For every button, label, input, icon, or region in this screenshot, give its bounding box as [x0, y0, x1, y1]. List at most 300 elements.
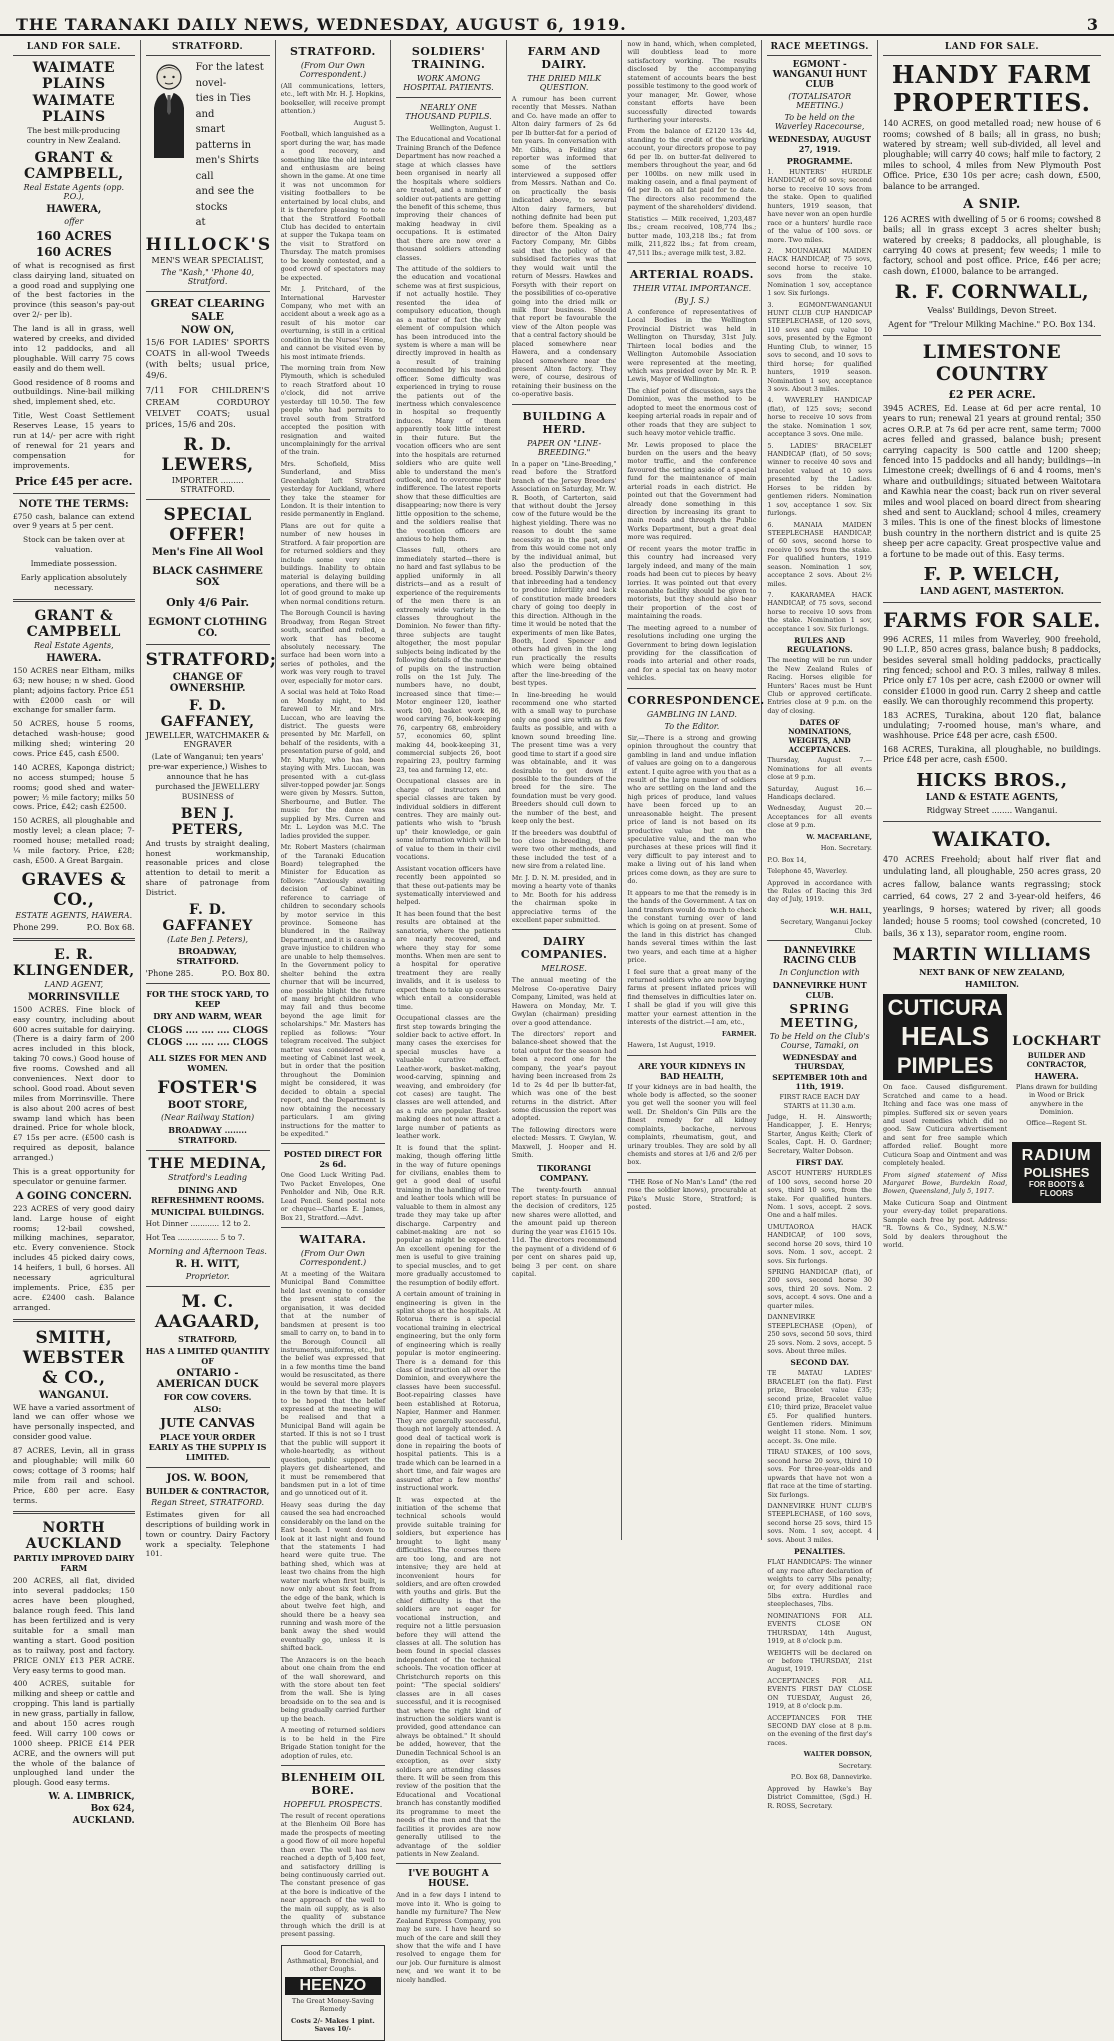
ad-heading: FARMS FOR SALE.: [883, 607, 1101, 632]
programme-heading: PROGRAMME.: [786, 156, 853, 166]
officials: Judge, H. H. Ainsworth; Handicapper, J. E. Henrys; Starter, Angus Keith; Clerk of Scales, Capt. H. O. Gardner; Secretary, Walter Dobson.: [767, 1113, 872, 1155]
agent-sub: ESTATE AGENTS, HAWERA.: [15, 910, 133, 920]
article-byline: (From Our Own Correspondent.): [299, 1249, 367, 1267]
ad-heading: WAIMATE PLAINS: [32, 60, 115, 92]
ad-text: (Late of Wanganui; ten years' pre-war experience,) Wishes to announce that he has purchased the JEWELLERY BUSINESS of: [148, 752, 267, 801]
article-paragraph: The result of recent operations at the Blenheim Oil Bore has made the prospects of meeting a good flow of oil more hopeful than ever. The well has now reached a depth of 5,400 feet, and satisfactory drilling is being continuously carried out. The constant presence of gas at the bore is indicative of the near approach of the well to the main oil supply, as is also the quality of substance through which the drill is at present passing.: [280, 1811, 386, 1939]
ad-listing: 140 ACRES, Kaponga district; no access stumped; house 5 rooms; good shed and water-power; ½ mile factory; milks 50 cows. Price, £42; cash £2500.: [13, 762, 135, 812]
article-paragraph: Mr. J. D. N. M. presided, and in moving a hearty vote of thanks to Mr. Booth for his address the chairman spoke in appreciative terms of the excellent paper submitted.: [511, 873, 617, 924]
article-paragraph: The morning train from New Plymouth, which is scheduled to reach Stratford about 10 o'clock, did not arrive yesterday till 10.50. The few people who had permits to travel south from Stratford accepted the position with resignation and waited uncomplainingly for the arrival of the train.: [280, 364, 386, 457]
store-name: FOSTER'S: [157, 1078, 258, 1099]
agent-sub: BUILDER AND CONTRACTOR,: [1026, 1050, 1087, 1069]
section-heading: LAND FOR SALE.: [13, 40, 135, 56]
ad-listing: 1500 ACRES. Fine block of easy country, including about 600 acres suitable for dairying. (There is a dairy farm of 200 acres included in this block, taking 70 cows.) Good house of five rooms. Cowshed and all conveniences. Next door to school. Good road. About seven miles from Morrinsville. There is also about 200 acres of best swamp land which has been drained. Price for whole block, £7 15s per acre. (£500 cash is required as deposit, balance arranged.): [13, 1004, 135, 1163]
store-contacts: [146, 969, 270, 978]
race-entry: TE MATAU LADIES' BRACELET (on the flat). First prize, Bracelet value £35; second prize, Bracelet value £10; third prize, Bracelet value £5. For qualified hunters. Gentlemen riders. Minimum weight 11 stone. Nom. 1 sov, accept. 3s. One mile.: [767, 1369, 872, 1445]
rules-heading: RULES AND REGULATIONS.: [786, 636, 853, 655]
store-name: JOS. W. BOON,: [166, 1472, 249, 1484]
approver-title: Secretary, Wanganui Jockey Club.: [780, 918, 872, 935]
article-byline: (By J. S.): [674, 295, 710, 305]
section-heading: STRATFORD.: [146, 40, 270, 56]
article-headline: SOLDIERS' TRAINING.: [411, 45, 486, 71]
meeting-date: WEDNESDAY, AUGUST 27, 1919.: [768, 134, 872, 154]
agent-location: WANGANUI.: [38, 1389, 109, 1401]
cuticura-title-3: PIMPLES: [883, 1052, 1007, 1080]
store-name: BEN J. PETERS,: [171, 805, 244, 838]
store-name: M. C. AAGAARD,: [154, 1291, 261, 1332]
rules-text: The meeting will be run under the New Zealand Rules of Racing. Horses eligible for Hunters' Races must be Hunt Club or approved certificate. Entries close at 9 p.m. on the day of closing.: [767, 656, 872, 715]
ad-text: DINING AND REFRESHMENT ROOMS.: [150, 1185, 265, 1206]
store-location: Regan Street, STRATFORD.: [151, 1497, 265, 1507]
ad-subheading: Men's Fine All Wool: [151, 547, 264, 559]
article-headline: ARTERIAL ROADS.: [629, 267, 754, 281]
ad-text: PLACE YOUR ORDER EARLY AS THE SUPPLY IS LIMITED.: [148, 1431, 267, 1462]
ad-product: ONTARIO - AMERICAN DUCK: [156, 1367, 259, 1390]
penalties-heading: PENALTIES.: [794, 1547, 846, 1557]
agent-name: MARTIN WILLIAMS: [892, 944, 1092, 965]
ad-product: CLOGS .... .... .... CLOGS: [147, 1038, 269, 1049]
radium-logo: RADIUM: [1021, 1146, 1092, 1164]
ad-text: The Great Money-Saving Remedy: [291, 1996, 374, 2014]
article-paragraph: Football, which languished as a sport during the war, has made a good recovery, and something like the old interest and enthusiasm are being shown in the game. At one time it was not uncommon for visiting footballers to be entertained by local clubs, and it is therefore pleasing to note that the Stratford Football Club has decided to entertain at supper the Tukapa team on the visit to Stratford on Thursday. The match promises to be keenly contested, and a good crowd of spectators may be expected.: [280, 130, 386, 282]
race-entry: 4. WAVERLEY HANDICAP (flat), of 125 sovs; second horse to receive 10 sovs from the stake. Nomination 1 sov, acceptance 3 sovs. One mile.: [767, 396, 872, 439]
race-entry: TIRAU STAKES, of 100 sovs, second horse 20 sovs, third 10 sovs. For three-year-olds and upwards that have not won a flat race at the time of starting. Six furlongs.: [767, 1448, 872, 1499]
article-paragraph: A social was held at Toko Road on Monday night, to bid farewell to Mr. and Mrs. Luccan, who are leaving the district. The guests were presented by Mr. Marfell, on behalf of the residents, with a presentation purse of gold, and Mr. Murphy, who has been staying with Mrs. Luccan, was presented with a cut-glass silver-topped powder jar. Songs were given by Messrs. Sutton, Sherbourne, and Butler. The music for the dance was supplied by Mrs. Curren and Mr. L. Leydon was M.C. The ladies provided the supper.: [280, 688, 386, 840]
heenzo-logo: HEENZO: [285, 1977, 382, 1995]
agent-text: Agent for "Trelour Milking Machine." P.O. Box 134.: [888, 319, 1096, 329]
article-paragraph: now in hand, which, when completed, will doubtless lead to more satisfactory working. The results disclosed by the accompanying statement of accounts bears the best possible testimony to the good work of your manager, Mr. Gower, whose constant efforts have been successfully directed towards furthering your interests.: [627, 40, 757, 124]
article-paragraph: The twenty-fourth annual report states: In pursuance of the decision of creditors, 125 new shares were allotted, and the amount paid up thereon during the year was £1615 10s. 11d. The directors recommend the payment of a dividend of 6 per cent on shares paid up, being 3 per cent. on share capital.: [511, 1185, 617, 1278]
ad-product: JUTE CANVAS: [160, 1415, 255, 1430]
club-name: EGMONT - WANGANUI HUNT CLUB: [772, 60, 867, 90]
article-paragraph: Of recent years the motor traffic in this country had increased very largely indeed, and many of the main roads had been cut to pieces by heavy lorries. It was pointed out that every reasonable facility should be given to motorists, but they should also bear their proportion of the cost of maintaining the roads.: [627, 544, 757, 621]
ad-listing: 168 ACRES, Turakina, all ploughable, no buildings. Price £48 per acre, cash £500.: [882, 744, 1101, 765]
ad-signature: Box 624,: [90, 1804, 135, 1815]
ad-heading: GREAT CLEARING SALE: [150, 296, 265, 323]
article-paragraph: The Anzacers is on the beach about one chain from the end of the wall shoreward, and with the store about ten feet from the wall. She is lying broadside on to the sea and is being gradually carried further up the beach.: [280, 1655, 386, 1723]
ad-listing: 183 ACRES, Turakina, about 120 flat, balance undulating; 7-roomed house, man's whare, and washhouse. Price £48 per acre, cash £500.: [882, 710, 1101, 741]
article-subhead: THEIR VITAL IMPORTANCE.: [632, 283, 752, 293]
article-paragraph: Mr. Lewis proposed to place the burden on the users and the heavy motor traffic, and the conference favoured the setting aside of a special fund for the maintenance of main arterial roads in each district. He pointed out that the Government had already done something in this direction by increasing its grant to main roads and through the Public Works Department, but a great deal more was required.: [627, 440, 757, 542]
ad-text: And trusts by straight dealing, honest workmanship, reasonable prices and close attention to detail to merit a share of patronage from District.: [145, 838, 270, 898]
ad-listing: 140 ACRES, on good metalled road; new house of 6 rooms; cowshed of 8 bails; all in grass, no bush; watered by stream; well sub-divided, all level and ploughable; will carry 40 cows; half mile to factory, 2 miles to school, 4 miles from New Plymouth Post Office. Price, £30 10s per acre; cash down, £500, balance to be arranged.: [882, 119, 1101, 191]
meeting-date: SEPTEMBER 10th and 11th, 1919.: [772, 1073, 868, 1092]
ad-listing: 200 ACRES, all flat, divided into several paddocks; 150 acres have been ploughed, balance rough feed. This land has been fertilized and is very suitable for a small man wanting a start. Good position as to railway, post and factory. PRICE ONLY £13 PER ACRE. Very easy terms to good man.: [13, 1576, 135, 1675]
store-sub: BOOT STORE,: [167, 1100, 248, 1112]
article-paragraph: At a meeting of the Waitara Municipal Band Committee held last evening to consider the present state of the organisation, it was decided that at the number of bandsmen at present is too small to carry on, to band in to the Borough Council all instruments, uniforms, etc., but the belief was expressed that in a few months time the band would be resuscitated, as there would be several more players in the town by that time. It is to be hoped that the belief expressed at the meeting will be realised and that a Municipal Band will again be started. If this is not so I trust that the public will support it whole-heartedly, as without question, public support the players get disheartened, and it must be remembered that bandsmen put in a lot of time and go unnoticed out of it.: [280, 1270, 386, 1498]
proprietor-name: R. H. WITT,: [175, 1258, 240, 1270]
article-paragraph: A meeting of returned soldiers is to be held in the Fire Brigade Station tonight for the adoption of rules, etc.: [280, 1726, 386, 1760]
radium-tagline: FOR BOOTS & FLOORS: [1028, 1179, 1085, 1198]
agent-name: HICKS BROS.,: [916, 769, 1068, 791]
article-subhead: TIKORANGI COMPANY.: [537, 1162, 592, 1183]
ad-price: Only 4/6 Pair.: [166, 596, 250, 610]
ad-listing: 3945 ACRES, Ed. Lease at 6d per acre rental, 10 years to run; renewal 21 years at ground rental; 350 acres O.R.P. at 7s 6d per acre rent, same term; 7000 acres felled and grassed, balance bush; present carrying capacity is 500 cattle and 1200 sheep; fenced into 15 paddocks and all handy; buildings—in Limestone creek; dwellings of 6 and 4 rooms, men's whare and outbuildings; situated between Waitotara and Kawhia near the coast; back run on river several miles and wool placed on board direct from shearing shed and sent to Auckland; school 4 miles, creamery 3 miles. This is one of the finest blocks of limestone bush country in the northern district and is quite 25 sheep per acre capacity. Great prospective value and a fortune to be made out of this. Easy terms.: [882, 404, 1101, 559]
article-date: August 5.: [353, 118, 386, 127]
column-stratford-news: [276, 40, 392, 2034]
ad-text: smart patterns in: [195, 124, 252, 151]
ad-terms-heading: NOTE THE TERMS:: [18, 498, 129, 510]
man-portrait-illustration: [146, 60, 192, 158]
race-entry: 6. MANAIA MAIDEN STEEPLECHASE HANDICAP, of 60 sovs, second horse to receive 10 sovs from the stake. For qualified hunters, 1919 season. Nomination 1 sov, acceptance 2 sovs. About 2½ miles.: [767, 520, 872, 588]
column-land-for-sale-1: [8, 40, 141, 1827]
club-sub: (TOTALISATOR MEETING.): [788, 92, 852, 110]
article-headline: CORRESPONDENCE.: [627, 693, 765, 707]
ad-heading: HANDY FARM PROPERTIES.: [891, 60, 1093, 117]
agent-location: HAWERA.: [1034, 1070, 1079, 1081]
article-paragraph: Mrs. Schofield, Miss Sunderland, and Miss Greenhalgh left Stratford yesterday for Auckland, where they take the steamer for London. It is their intention to reside permanently in England.: [280, 459, 386, 519]
ad-hours: Hot Dinner ............ 12 to 2.: [145, 1219, 251, 1229]
radium-polish-ad: [1012, 1142, 1101, 1203]
hillock-ad: [146, 60, 270, 231]
ad-acres: 160 ACRES: [35, 228, 112, 243]
approver-name: W.H. HALL,: [830, 906, 872, 915]
ad-text: ALL SIZES FOR MEN AND WOMEN.: [148, 1053, 267, 1074]
store-name: THE MEDINA,: [148, 1156, 267, 1173]
ad-subheading: PARTLY IMPROVED DAIRY FARM: [13, 1553, 135, 1574]
phone: 'Phone 285.: [145, 969, 194, 979]
article-paragraph: Occupational classes are the first step towards bringing the soldier back to active effort. In many cases the exercises for special muscles have a valuable curative effect. Leather-work, basket-making, wood-carving, spinning and weaving, and embroidery (for cot cases) are taught. The classes are well attended, and as a rule are popular. Basket-making does not now attract a large number of patients as leather work.: [396, 1014, 501, 1141]
club-name: DANNEVIRKE RACING CLUB: [783, 946, 857, 967]
agent-sub: Real Estate Agents,: [33, 640, 114, 650]
date-entry: WEIGHTS will be declared on or before THURSDAY, 21st August, 1919.: [767, 1648, 872, 1674]
article-paragraph: Occupational classes are in charge of instructors and special classes are taken by individual soldiers in different centres. They are mainly out-patients who wish to "brush up" their knowledge, or gain some information which will be of value to them in their civil vocations.: [396, 777, 501, 862]
article-subhead: WORK AMONG HOSPITAL PATIENTS.: [403, 74, 494, 92]
store-location: BROADWAY, STRATFORD.: [176, 947, 239, 968]
letter-signature: FARMER.: [721, 1029, 757, 1038]
ad-text: The best milk-producing country in New Zealand.: [26, 126, 121, 145]
store-sub: IMPORTER ......... STRATFORD.: [171, 476, 244, 495]
ad-text: of what is recognised as first class dairying land, situated on a good road and supplying one of the best factories in the province (this season's pay-out over 2/- per lb).: [13, 260, 135, 320]
agent-sub: NEXT BANK OF NEW ZEALAND,: [919, 966, 1065, 977]
store-location: STRATFORD;: [145, 650, 277, 671]
ad-text: FOR COW COVERS.: [163, 1391, 252, 1402]
telephone: Telephone 45, Waverley.: [767, 867, 848, 876]
article-byline: (From Our Own Correspondent.): [299, 61, 367, 79]
ad-listing: 50 ACRES, house 5 rooms, detached wash-house; good milking shed; wintering 20 cows. Price £45, cash £500.: [13, 719, 135, 758]
secretary-name: W. MACFARLANE,: [806, 832, 872, 841]
agent-sub: LAND AGENT, MASTERTON.: [920, 586, 1064, 597]
ad-text: For the latest novel-: [195, 62, 264, 89]
ad-hours: Hot Tea ................. 5 to 7.: [145, 1232, 245, 1242]
agent-name: SMITH, WEBSTER & CO.,: [22, 1327, 125, 1388]
race-entry: 1. HUNTERS' HURDLE HANDICAP, of 60 sovs; second horse to receive 10 sovs from the stake. Open to qualified hunters, 1919 season, that have never won an open hurdle race or a hunters' hurdle race of the value of 100 sovs. or more. Two miles.: [767, 168, 872, 244]
po-box: P.O. Box 14,: [767, 855, 807, 864]
ad-heading: WAIMATE PLAINS: [32, 93, 115, 125]
race-entry: 3. EGMONT-WANGANUI HUNT CLUB CUP HANDICAP STEEPLECHASE, of 120 sovs, 110 sovs and cup value 10 sovs, presented by the Egmont Hunting Club, to winner, 15 sovs to second, and 10 sovs to third horse; for qualified hunters, 1919 season. Nomination 1 sov, acceptance 3 sovs. About 3 miles.: [767, 300, 872, 393]
ad-listing: 223 ACRES of very good dairy land. Large house of eight rooms; 12-bail cowshed, milking machines, separator, etc. Every convenience. Stock includes 45 picked dairy cows, 14 heifers, 1 bull, 6 horses. All necessary agricultural implements. Price, £35 per acre. £2400 cash. Balance arranged.: [13, 1203, 135, 1312]
letter-paragraph: I feel sure that a great many of the returned soldiers who are now buying farms at present inflated prices will find themselves in difficulties later on. I shall be glad if you will give this matter your earnest attention in the interests of the district.—I am, etc.,: [627, 967, 757, 1027]
ad-text: Title, West Coast Settlement Reserves Lease, 15 years to run at 14/- per acre with right of renewal for 21 years and compensation for improvements.: [13, 411, 135, 470]
day-heading: SECOND DAY.: [790, 1358, 849, 1368]
ad-text: at: [195, 217, 206, 228]
secretary-name: WALTER DOBSON,: [803, 1750, 872, 1759]
ad-text: men's Shirts call: [195, 155, 259, 182]
start-time: FIRST RACE EACH DAY STARTS at 11.30 a.m.: [779, 1093, 860, 1110]
article-paragraph: A rumour has been current recently that Messrs. Nathan and Co. have made an offer to Alton dairy farmers of 2s 6d per lb butter-fat for a period of ten years. In conversation with Mr. Gibbs, a Feilding star reporter was informed that some of the settlers interviewed a supposed offer from Messrs. Nathan and Co. on practically the basis indicated above, to several Alton dairy farmers, but nothing definite had been put before them. Speaking as a director of the Alton Dairy Factory Company, Mr. Gibbs said that the policy of the subsidised factories was that they would wait until the return of Messrs. Hawkes and Forsyth with their report on the possibilities of co-operative going into the dried milk or milk flour business. Should that report be favourable the view of the Alton people was that a central factory should be placed somewhere near Hawera, and a condensary placed somewhere near the present Alton factory. They were, of course, desirous of retaining their business on the co-operative basis.: [511, 95, 617, 399]
ad-product: CLOGS .... .... .... CLOGS: [147, 1026, 269, 1037]
article-paragraph: The directors' report and balance-sheet showed that the total output for the season had been a record one for the company, the year's payout having been increased from 2s 1d to 2s 4d per lb butter-fat, which was one of the best returns in the district. After some discussion the report was adopted.: [511, 1030, 617, 1123]
cuticura-ad: [883, 994, 1101, 1253]
store-sub: Stratford's Leading: [168, 1173, 248, 1183]
article-paragraph: If the breeders was doubtful of too close in-breeding, there were two other methods, and these included the test of a new sire from a related line.: [511, 828, 617, 871]
column-farm-and-dairy: [507, 40, 623, 1540]
secretary-title: Hon. Secretary.: [820, 844, 872, 853]
ad-text: The land is all in grass, well watered by creeks, and divided into 12 paddocks, and all ploughable. Will carry 75 cows easily and do them well.: [13, 324, 135, 373]
ad-text: Immediate possession.: [30, 559, 117, 569]
ad-heading: FOR THE STOCK YARD, TO KEEP: [146, 989, 269, 1010]
po-box: P.O. Box 68.: [86, 922, 135, 932]
section-heading: RACE MEETINGS.: [767, 40, 872, 56]
ad-text: Plans drawn for building in Wood or Brick anywhere in the Dominion.: [1015, 1082, 1098, 1117]
article-byline: To the Editor.: [664, 721, 720, 731]
ad-text: Estimates given for all descriptions of building work in town or country. Dairy Factory work a specialty. Telephone 101.: [145, 1509, 270, 1559]
ad-subheading: £2 PER ACRE.: [948, 388, 1036, 402]
ad-heading: POSTED DIRECT FOR 2s 6d.: [283, 1149, 383, 1170]
article-paragraph: It has been found that the best results are obtained at the sanatoria, where the patients are nearly recovered, and where they stay for some months. When men are sent to a hospital for operative treatment they are really invalids, and it is useless to expect them to take up courses which entail a considerable time.: [396, 909, 501, 1011]
column-arterial-roads: [622, 40, 765, 1540]
article-subhead: PAPER ON "LINE-BREEDING.": [526, 438, 602, 457]
phone: Phone 299.: [13, 922, 59, 932]
agent-name: E. R. KLINGENDER,: [13, 946, 135, 979]
masthead: [0, 10, 1114, 36]
race-entry: 7. KAKARAMEA HACK HANDICAP, of 75 sovs, second horse to receive 10 sovs from the stake. Nomination 1 sov, acceptance 1 sov. Six furlongs.: [767, 591, 872, 633]
agent-sub: Real Estate Agents (opp. P.O.),: [23, 182, 124, 201]
agent-name: R. F. CORNWALL,: [894, 281, 1090, 304]
meeting-venue: To be held on the Waverley Racecourse,: [774, 113, 865, 131]
race-entry: SPRING HANDICAP (flat), of 200 sovs, second horse 30 sovs, third 20 sovs. Nom. 2 sovs, accept. 4 sovs. One and a quarter miles.: [767, 1268, 872, 1310]
ad-text: HAS A LIMITED QUANTITY OF: [145, 1345, 270, 1366]
store-name: F. D. GAFFANEY: [162, 902, 253, 935]
club-name: DANNEVIRKE HUNT CLUB.: [772, 980, 867, 1001]
article-paragraph: The attitude of the soldiers to the education and vocational scheme was at first suspicious, if not actually hostile. They resented the idea of compulsory education, though as a matter of fact the only element of compulsion which has been introduced into the system is where a man will be directly improved in health as a result of training recommended by his medical officer. Some difficulty was experienced in trying to rouse the patients out of the inertness which convalescence in hospital so frequently induces. Many of them apparently took little interest in their future. But the vocation officers who are sent into the hospitals are returned soldiers who are quite well able to understand the men's outlook, and to overcome their indifference. The latest reports show that these difficulties are disappearing; now there is very little opposition to the scheme, and the soldiers realise that the vocation officers are anxious to help them.: [396, 265, 501, 543]
ad-text: £750 cash, balance can extend over 9 years at 5 per cent.: [13, 511, 135, 531]
masthead-title: THE TARANAKI DAILY NEWS, WEDNESDAY, AUGUST 6, 1919.: [16, 15, 627, 34]
column-race-meetings: [762, 40, 878, 1810]
ad-text: Office—Regent St.: [1026, 1119, 1087, 1128]
ad-text: And in a few days I intend to move into it. Who is going to handle my furniture? The New Zealand Express Company, you may be sure. I have heard so much of the care and skill they show that the wife and I have resolved to engage them for our job. Our furniture is almost new, and we want it to be nicely handled.: [396, 1891, 501, 1984]
cuticura-text: Make Cuticura Soap and Ointment your every-day toilet preparations. Sample each free by post. Address: "R. Towns & Co., Sydney, N.S.W." Sold by dealers throughout the world.: [882, 1198, 1008, 1250]
store-sub: (Late Ben J. Peters),: [167, 935, 249, 945]
agent-address: Vealss' Buildings, Devon Street.: [927, 306, 1057, 316]
column-soldiers-training: [391, 40, 507, 1984]
article-paragraph: Assistant vocation officers have recently been appointed so that these out-patients may be systematically interviewed and helped.: [396, 864, 501, 907]
race-entry: 2. MOUNAHAKI MAIDEN HACK HANDICAP, of 75 sovs, second horse to receive 10 sovs from the stake. Nomination 1 sov, acceptance 1 sov. Six furlongs.: [767, 246, 872, 298]
article-paragraph: A certain amount of training in engineering is given in the splint shops at the hospitals. At Rotorua there is a special vocational training in electrical engineering, but the only form of engineering which is really popular is motor engineering. There is a demand for this class of instruction all over the Dominion, and everywhere the classes have been successful. Boot-repairing classes have been established at Rotorua, Napier, Hanmer and Hanmer. They are generally successful, though not largely attended. A good deal of tactical work is done in repairing the boots of hospital patients. This is a trade which can be learned in a short time, and fair wages are assured after a few months' instructional work.: [396, 1290, 501, 1493]
agent-location: HAWERA,: [46, 203, 102, 215]
ad-subheading: CHANGE OF OWNERSHIP.: [169, 672, 246, 695]
store-name: EGMONT CLOTHING CO.: [148, 617, 268, 640]
ad-listing: 150 ACRES, all ploughable and mostly level; a clean place; 7-roomed house; metalled road; ¼ mile factory. Price, £28; cash, £500. A Great Bargain.: [13, 816, 135, 865]
article-paragraph: The Borough Council is having Broadway, from Regan Street south, scarified and rolled, a work that has become absolutely necessary. The surface had been worn into a series of potholes, and the work was very rough to travel over, especially for motor cars.: [280, 609, 386, 685]
article-date: Wellington, August 1.: [429, 124, 501, 132]
article-headline: DAIRY COMPANIES.: [520, 935, 608, 962]
article-paragraph: In line-breeding he would recommend one who started with a small way to purchase only one good sire with as few faults as possible, and with a known sound breeding line. The present time was a very good time to start if a good sire was obtainable, and it was desirable to get down if possible to the founders of the breed for the sire. The foundation must be very good. Breeders should cull down to the number of the best, and keep only the best.: [511, 690, 617, 826]
ad-subheading: NOW ON,: [180, 324, 235, 336]
agent-location: HAWERA.: [46, 652, 102, 664]
ad-text: Good residence of 8 rooms and outbuildings. Nine-bail milking shed, implement shed, etc.: [13, 377, 135, 407]
column-stratford-ads: [141, 40, 277, 1559]
ad-acres: 160 ACRES: [35, 244, 112, 259]
agent-location: HAMILTON.: [965, 978, 1019, 989]
ad-price: Price £45 per acre.: [15, 474, 133, 488]
meeting-name: SPRING MEETING,: [780, 1002, 860, 1031]
agent-location: MORRINSVILLE: [28, 991, 120, 1003]
letter-paragraph: It appears to me that the remedy is in the hands of the Government. A tax on land transfers would do much to check the constant turning over of land which is going on at present. Some of the land in this district has changed hands several times within the last two years, and each time at a higher price.: [627, 888, 757, 965]
ad-listing: 400 ACRES, suitable for milking and sheep or cattle and cropping. This land is partially in new grass, partially in fallow, and about 150 acres rough feed. Will carry 100 cows or 1000 sheep. PRICE £14 PER ACRE, and the owners will put the whole of the balance of unploughed land under the plough. Good easy terms.: [13, 1679, 135, 1788]
race-entry: DANNEVIRKE HUNT CLUB'S STEEPLECHASE, of 160 sovs, second horse 25 sovs, third 15 sovs. Nom. 1 sov, accept. 4 sovs. About 3 miles.: [767, 1501, 872, 1544]
article-paragraph: It was expected at the initiation of the scheme that technical schools would provide suitable training for soldiers, but experience has brought to light many difficulties. The courses there are too long, and are not intensive; they are held at inconvenient hours for soldiers, and are often crowded with youths and girls. But the chief difficulty is that the soldiers are not eager for vocational instruction, and require not a little persuasion before they will attend the classes at all. The solution has been found in special classes independent of the technical schools. The vocation officer at Christchurch reports on this point: "The special soldiers' classes are in all cases successful, and it is recognised that where the right kind of instruction the soldiers want is provided, good attendance can always be obtained." It should be added, however, that the Dunedin Technical School is an exception, as over sixty soldiers are attending classes there. It will be seen from this review of the position that the Educational and Vocational branch has constantly modified its programme to meet the needs of the men and that the facilities it provides are now generally utilised to the advantage of the soldier patients in New Zealand.: [396, 1495, 501, 1858]
article-paragraph: The Educational and Vocational Training Branch of the Defence Department has now reached a stage at which classes have been organised in nearly all the hospitals where soldiers are treated, and a number of soldier out-patients are getting the benefit of this scheme, thus improving their chances of making headway in civil occupations. It is estimated that there are now over a thousand soldiers attending classes.: [396, 135, 501, 262]
po-box: P.O. Box 68, Dannevirke.: [790, 1773, 872, 1782]
ad-text: If your kidneys are in bad health, the whole body is affected, so the sooner you get well the sooner you will feel well. Dr. Sheldon's Gin Pills are the finest remedy for all kidney complaints, backache, nervous complaints, rheumatism, gout, and urinary troubles. They are sold by all chemists and stores at 1/6 and 2/6 per box.: [627, 1082, 757, 1167]
agent-name: F. P. WELCH,: [923, 563, 1061, 585]
ad-text: ALSO:: [193, 1403, 222, 1414]
article-paragraph: Plans are out for quite a number of new houses in Stratford. A fair proportion are for returned soldiers and they include some very nice buildings. Inability to obtain material is delaying building operations, and there will be a lot of good ground to make up when normal conditions return.: [280, 521, 386, 606]
dates-heading: DATES OF NOMINATIONS, WEIGHTS, AND ACCEPTANCES.: [788, 718, 852, 755]
article-headline: BLENHEIM OIL BORE.: [280, 1770, 385, 1797]
store-name: R. D. LEWERS,: [161, 435, 254, 476]
cuticura-title-1: CUTICURA: [883, 994, 1007, 1021]
store-location: STRATFORD,: [178, 1333, 238, 1344]
article-subhead: THE DRIED MILK QUESTION.: [527, 74, 601, 92]
letter-paragraph: Sir,—There is a strong and growing opinion throughout the country that gambling in land and undue inflation of values are going on to a dangerous extent. I quite agree with you that as a result of the large number of soldiers who are settling on the land and the high prices of produce, land values have been forced up to an unreasonable height. The present price of land is not based on its productive value but on the speculative value, and the man who purchases at these prices will find it very difficult to pay interest and to make a living out of his land when prices come down, as they are sure to do.: [627, 733, 757, 886]
article-paragraph: The meeting agreed to a number of resolutions including one urging the Government to bring down legislation providing for the classification of roads into arterial and other roads, and for a special tax on heavy motor vehicles.: [627, 623, 757, 683]
article-paragraph: Heavy seas during the day caused the sea had encroached considerably on the land on the East beach. I went down to look at it last night and found that the statements I had heard were quite true. The bathing shed, which was at least two chains from the high water mark when first built, is now only about six feet from the edge of the bank, which is about twelve feet high, and should there be a heavy sea running and wash more of the bank away the shed would eventually go, unless it is shifted back.: [280, 1500, 386, 1653]
agent-address: Ridgway Street ........ Wanganui.: [926, 805, 1058, 815]
ad-listing: 996 ACRES, 11 miles from Waverley, 900 freehold, 90 L.I.P., 850 acres grass, balance bush; 8 paddocks, besides several small holding paddocks, practically ring fenced; school and P.O. 3 miles, railway 8 miles. Price only £7 10s per acre, cash £2000 or owner will consider £1000 in good run. Carry 2 sheep and cattle easily. We can thoroughly recommend this property.: [882, 634, 1101, 707]
article-note: (All communications, letters, etc., left with Mr. H. J. Hopkins, bookseller, will receive prompt attention.): [280, 82, 386, 116]
agent-name: GRANT & CAMPBELL: [26, 607, 121, 640]
race-entry: 5. LADIES' BRACELET HANDICAP (flat), of 50 sovs; winner to receive 40 sovs and bracelet valued at 10 sovs presented by the Ladies. Horses to be ridden by gentlemen riders. Nomination 1 sov, acceptance 1 sov. Six furlongs.: [767, 441, 872, 518]
date-entry: NOMINATIONS FOR ALL EVENTS CLOSE ON THURSDAY, 14th August, 1919, at 8 o'clock p.m.: [767, 1611, 872, 1646]
ad-text: ties in Ties and: [195, 93, 251, 120]
article-headline: WAITARA.: [299, 1233, 367, 1246]
cuticura-signature: From signed statement of Miss Margaret Bowe, Burdekin Road, Bowen, Queensland, July 5, 1917.: [882, 1170, 1008, 1196]
ad-text: WE have a varied assortment of land we can offer whose we have personally inspected, and consider good value.: [13, 1402, 135, 1442]
race-entry: ASCOT HUNTERS' HURDLES of 100 sovs, second horse 20 sovs, third 10 sovs, from the stake. For qualified hunters. Nom. 1 sovs, accept. 2 sovs. One and a half miles.: [767, 1169, 872, 1220]
date-entry: ACCEPTANCES FOR ALL EVENTS FIRST DAY CLOSE ON TUESDAY, August 26, 1919, at 8 o'clock p.m.: [767, 1676, 872, 1711]
ad-text: Morning and Afternoon Teas.: [148, 1246, 267, 1256]
ad-text: One Good Luck Writing Pad. Two Packet Envelopes, One Penholder and Nib, One R.R. Lead Pencil. Send postal note or cheque—Charles E. James, Box 21, Stratford.—Advt.: [280, 1171, 386, 1222]
store-location: BROADWAY ........ STRATFORD.: [168, 1125, 247, 1146]
article-paragraph: Statistics — Milk received, 1,203,487 lbs.; cream received, 108,774 lbs.; butter made, 103,218 lbs.; fat from milk, 211,822 lbs.; fat from cream, 47,511 lbs.; average milk test, 3.82.: [627, 214, 757, 257]
agent-name: GRAVES & CO.,: [21, 869, 126, 910]
proprietor-title: Proprietor.: [185, 1271, 230, 1281]
ad-text: MUNICIPAL BUILDINGS.: [150, 1207, 265, 1218]
article-paragraph: It is found that the splint-making, though offering little in the way of future openings for civilians, enables them to get a good deal of useful training in the handling of tree and leather tools which will be valuable to them in almost any trade they may take up after discharge. Carpentry and cabinet-making are not so popular as might be expected. An excellent opening for the men is useful to give training to special muscles, and to get more gradually accustomed to the resumption of bodily effort.: [396, 1143, 501, 1287]
article-headline: BUILDING A HERD.: [522, 409, 606, 436]
store-phone: The "Kash," 'Phone 40, Stratford.: [161, 267, 255, 286]
letter-date: Hawera, 1st August, 1919.: [627, 1041, 716, 1050]
article-subhead: MELROSE.: [541, 964, 587, 974]
heenzo-ad: [281, 1945, 386, 2041]
article-paragraph: A conference of representatives of Local Bodies in the Wellington Provincial District was held in Wellington on Thursday, 31st July. Thirteen local bodies and the Wellington Automobile Association were represented at the meeting, which was presided over by Mr. R. P. Lewis, Mayor of Wellington.: [627, 307, 757, 384]
store-name: HILLOCK'S: [145, 234, 273, 255]
article-paragraph: Mr. J. Pritchard, of the International Harvester Company, who met with an accident about a week ago as a result of his motor car overturning, is still in a critical condition in the Nurses' Home, and cannot be visited even by his most intimate friends.: [280, 285, 386, 361]
ad-price: Costs 2/- Makes 1 pint. Saves 10/-: [291, 2016, 375, 2034]
agent-sub: LAND AGENT,: [44, 979, 104, 989]
ad-text: "THE Rose of No Man's Land" (the red rose the soldier knows), procurable at Pike's Music Store, Stratford; is posted.: [627, 1177, 757, 1212]
day-heading: FIRST DAY.: [795, 1158, 844, 1168]
page-number: 3: [1086, 15, 1098, 34]
ad-text: 15/6 FOR LADIES' SPORTS COATS in all-wool Tweeds (with belts; usual price, 49/6.: [145, 337, 270, 382]
club-sub: In Conjunction with: [779, 968, 860, 978]
cuticura-title-2: HEALS: [883, 1021, 1007, 1052]
agent-name: LOCKHART: [1012, 1033, 1101, 1049]
penalties-text: FLAT HANDICAPS: The winner of any race after declaration of weights to carry 5lbs penalty; or, for every additional race 5lbs extra. Hurdles and steeplechases, 7lbs.: [767, 1558, 872, 1609]
ad-heading: SPECIAL OFFER!: [163, 505, 252, 546]
ad-heading: WAIKATO.: [932, 826, 1052, 851]
ad-subheading: A SNIP.: [963, 196, 1021, 212]
agent-contacts: [13, 923, 135, 932]
column-land-for-sale-2: [878, 40, 1106, 1540]
po-box: P.O. Box 80.: [221, 969, 270, 979]
ad-listing: 470 ACRES Freehold; about half river flat and undulating land, all ploughable, 250 acres grass, 20 acres fallow, balance wants regrassing; stock carried, 64 cows, 27 2 and 3-year-old heifers, 46 yearlings, 9 horses; watered by river; all goods landed; house 5 rooms; tool cowshed (concreted, 10 bails, 36 x 13), separator room, engine room.: [882, 854, 1101, 939]
store-sub: JEWELLER, WATCHMAKER & ENGRAVER: [145, 731, 270, 750]
cuticura-testimonial: On face. Caused disfigurement. Scratched and came to a head. Itching and face was one mass of pimples. Suffered six or seven years and used remedies which did no good. Saw Cuticura advertisement and sent for free sample which afforded relief. Bought more Cuticura Soap and Ointment and was completely healed.: [882, 1083, 1008, 1168]
ad-text: and see the stocks: [195, 186, 255, 213]
ad-text: This is a great opportunity for speculator or genuine farmer.: [13, 1167, 135, 1186]
approval-text: Approved in accordance with the Rules of Racing this 3rd day of July, 1919.: [767, 878, 872, 904]
race-entry: UMUTAOROA HACK HANDICAP, of 100 sovs, second horse 20 sovs, third 10 sovs. Nom. 1 sov., accept. 2 sovs. Six furlongs.: [767, 1222, 872, 1265]
ad-text: Early application absolutely necessary.: [20, 573, 127, 592]
date-entry: Saturday, August 16.—Handicaps declared.: [767, 784, 872, 801]
ad-listing: 126 ACRES with dwelling of 5 or 6 rooms; cowshed 8 bails; all in grass except 3 acres shelter bush; watered by creeks; 8 paddocks, all ploughable, is carrying 40 cows at present; few weeds; 1 mile to factory, school and post office. Price, £46 per acre; cash down, £1000, balance to be arranged.: [882, 214, 1101, 276]
store-sub: BUILDER & CONTRACTOR,: [145, 1485, 270, 1496]
approval-text: Approved by Hawke's Bay District Committee, (Sgd.) H. R. ROSS, Secretary.: [767, 1784, 872, 1810]
agent-sub: LAND & ESTATE AGENTS,: [925, 792, 1059, 803]
section-heading: LAND FOR SALE.: [883, 40, 1101, 56]
race-entry: DANNEVIRKE STEEPLECHASE (Open), of 250 sovs, second 50 sovs, third 25 sovs. Nom. 2 sovs, accept. 5 sovs. About three miles.: [767, 1313, 872, 1355]
date-entry: Wednesday, August 20.—Acceptances for all events close at 9 p.m.: [767, 804, 872, 830]
radium-sub: POLISHES: [1023, 1164, 1090, 1180]
article-headline: STRATFORD.: [289, 45, 376, 58]
ad-subheading: A GOING CONCERN.: [15, 1190, 132, 1202]
ad-text: offer: [64, 216, 84, 226]
article-paragraph: From the balance of £2120 13s 4d, standing to the credit of the working account, your directors propose to pay 6d per lb. on butter-fat delivered to members throughout the year, and 6d per 100lbs. on new milk used in making casein, and a final payment of 6d per lb. on all fat paid for to date. The directors also recommend the payment of the shareholders' dividend.: [627, 127, 757, 212]
ad-signature: W. A. LIMBRICK,: [48, 1792, 135, 1803]
article-paragraph: Mr. Robert Masters (chairman of the Taranaki Education Board) telegraphed the Minister for Education as follows: "Anxiously awaiting decision of Cabinet in reference to carriage of children to secondary schools by motor service in this province. Someone has blundered in the Railway Department, and it is causing a grave injustice to children who are unable to help themselves. In the Government policy to shelter behind the extra churner that will be incurred, one possible blight the future of many bright children who may fail and thus become beyond the age limit for scholarships." Mr. Masters has replied as follows: "Your telegram received. The subject matter was considered at a meeting of Cabinet last week, but in order that the position throughout the Dominion might be considered, it was decided to obtain a special report, and the Department is now obtaining the necessary particulars. I am giving instructions for the matter to be expedited.": [280, 843, 386, 1138]
article-paragraph: The following directors were elected: Messrs. T. Gwylan, W. Maxwell, J. Hooper and H. Smith.: [511, 1125, 617, 1160]
article-headline: FARM AND DAIRY.: [527, 45, 601, 71]
secretary-title: Secretary.: [838, 1761, 872, 1770]
ad-heading: I'VE BOUGHT A HOUSE.: [408, 1869, 489, 1890]
store-sub: MEN'S WEAR SPECIALIST,: [151, 255, 264, 265]
ad-heading: DRY AND WARM, WEAR: [153, 1011, 262, 1022]
article-paragraph: The annual meeting of the Melrose Co-operative Dairy Company, Limited, was held at Hawera on Monday, Mr. T. Gwylan (chairman) presiding over a good attendance.: [511, 976, 617, 1027]
article-paragraph: The chief point of discussion, says the Dominion, was the method to be adopted to meet the enormous cost of keeping arterial roads in repair and of other roads that they are subject to such heavy motor vehicle traffic.: [627, 386, 757, 438]
article-subhead: NEARLY ONE THOUSAND PUPILS.: [405, 103, 492, 121]
ad-product: BLACK CASHMERE SOX: [152, 566, 263, 589]
ad-heading: NORTH AUCKLAND: [25, 1520, 122, 1553]
meeting-venue: To be Held on the Club's Course, Tamaki, on: [769, 1032, 870, 1051]
date-entry: Thursday, August 7.—Nominations for all events close at 9 p.m.: [767, 756, 872, 782]
agent-name: GRANT & CAMPBELL,: [23, 149, 124, 182]
ad-heading: LIMESTONE COUNTRY: [922, 341, 1062, 386]
meeting-date: WEDNESDAY and THURSDAY,: [782, 1053, 857, 1072]
article-paragraph: Classes full, others are immediately started—there is no hard and fast syllabus to be applied uniformly in all districts—and as a result of experience of the requirements of the men there is an extremely wide variety in the classes throughout the Dominion. No fewer than fifty-three subjects are taught altogether, the most popular subjects being indicated by the following details of the number of pupils on the instruction rolls on the 1st July. The numbers have, no doubt, increased since that time:—Motor engineer 120, leather work 100, basket work 86, wood carving 76, book-keeping 76, carpentry 68, embroidery 57, economics 60, splint making 44, book-keeping 31, commercial subjects 26, boot repairing 23, poultry farming 23, tea and farming 12, etc.: [396, 546, 501, 774]
ad-heading: ARE YOUR KIDNEYS IN BAD HEALTH,: [638, 1060, 746, 1081]
store-location: (Near Railway Station): [161, 1113, 255, 1123]
article-subhead: HOPEFUL PROSPECTS.: [283, 1799, 383, 1809]
article-subhead: GAMBLING IN LAND.: [646, 709, 737, 719]
store-name: F. D. GAFFANEY,: [160, 698, 255, 731]
ad-text: Good for Catarrh, Asthmatical, Bronchial, and other Coughs.: [287, 1948, 379, 1974]
ad-text: 7/11 FOR CHILDREN'S CREAM CORDUROY VELVET COATS; usual prices, 15/6 and 20s.: [145, 386, 270, 431]
ad-listing: 150 ACRES near Eltham, milks 63; new house; n w shed. Good plant; adjoins factory. Price £51 with £2000 cash or will exchange for smaller farm.: [13, 665, 135, 715]
article-paragraph: In a paper on "Line-Breeding," read before the Stratford branch of the Jersey Breeders' Association on Saturday, Mr. W. R. Booth, of Carterton, said that without doubt the Jersey cow of the future would be the highest yielding. There was no reason to doubt the same necessity as in the past, and from this would come not only by the individual animal, but also the production of the breed. Possibly Darwin's theory that inbreeding had a tendency to produce infertility and lack of constitution made breeders chary of going too deeply in this direction. Although in the time it would be noted that the experiments of men like Bates, Booth, Lord Spencer and others had given in the long run practically the results which were being obtained after the line-breeding of the best types.: [511, 459, 617, 688]
